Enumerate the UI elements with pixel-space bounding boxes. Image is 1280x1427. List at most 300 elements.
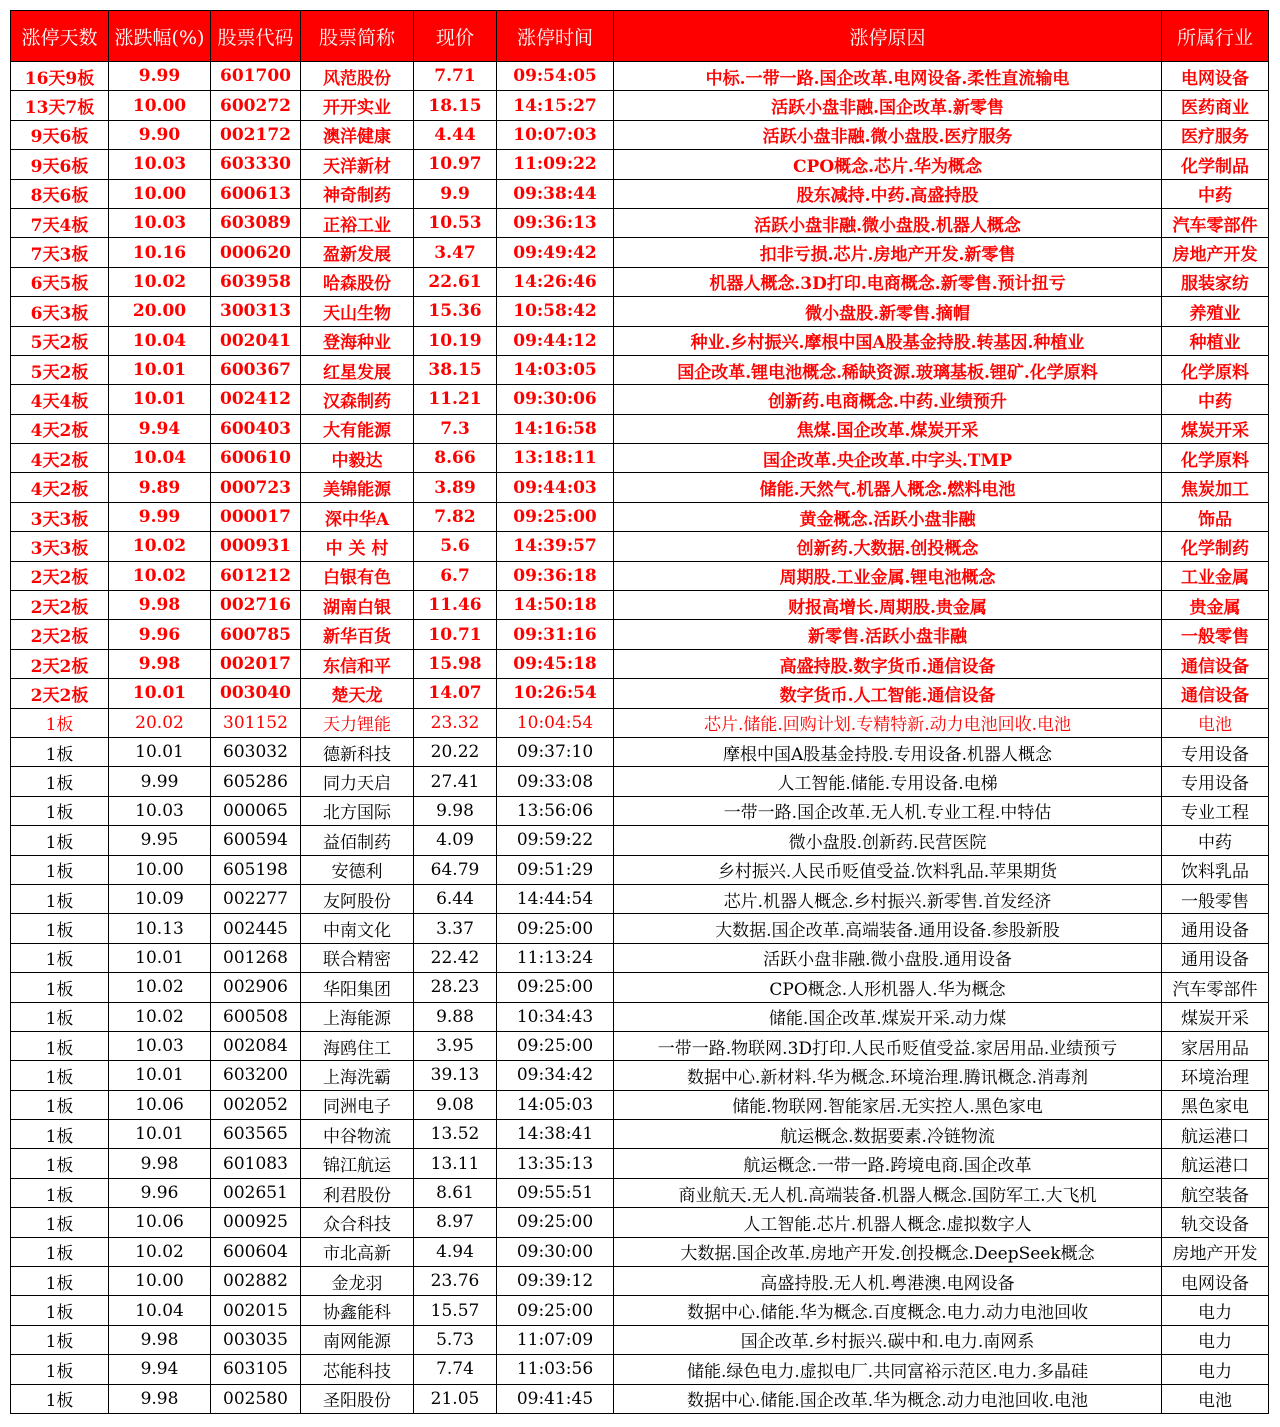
limit-days-cell: 1板	[11, 1061, 109, 1090]
change-pct-cell: 10.02	[109, 1237, 211, 1266]
price-cell: 11.46	[414, 591, 497, 620]
limit-reason-cell: 数据中心.储能.华为概念.百度概念.电力.动力电池回收	[614, 1296, 1162, 1325]
table-row	[11, 620, 1269, 649]
industry-cell: 化学制药	[1162, 532, 1269, 561]
industry-cell: 专用设备	[1162, 767, 1269, 796]
change-pct-cell: 10.01	[109, 737, 211, 766]
table-row	[11, 1031, 1269, 1060]
table-row	[11, 62, 1269, 91]
table-row	[11, 444, 1269, 473]
table-row	[11, 1296, 1269, 1325]
table-row	[11, 414, 1269, 443]
limit-time-cell: 13:56:06	[497, 796, 614, 825]
change-pct-cell: 9.99	[109, 502, 211, 531]
table-row	[11, 502, 1269, 531]
limit-time-cell: 09:34:42	[497, 1061, 614, 1090]
limit-reason-cell: 大数据.国企改革.房地产开发.创投概念.DeepSeek概念	[614, 1237, 1162, 1266]
stock-name-cell: 众合科技	[301, 1208, 414, 1237]
limit-reason-cell: 创新药.大数据.创投概念	[614, 532, 1162, 561]
limit-days-cell: 1板	[11, 943, 109, 972]
change-pct-cell: 9.96	[109, 620, 211, 649]
limit-reason-cell: 焦煤.国企改革.煤炭开采	[614, 414, 1162, 443]
header-change-pct: 涨跌幅(%)	[109, 11, 211, 62]
price-cell: 27.41	[414, 767, 497, 796]
limit-reason-cell: 数据中心.新材料.华为概念.环境治理.腾讯概念.消毒剂	[614, 1061, 1162, 1090]
stock-code-cell: 000017	[211, 502, 301, 531]
industry-cell: 航空装备	[1162, 1178, 1269, 1207]
industry-cell: 汽车零部件	[1162, 973, 1269, 1002]
price-cell: 7.3	[414, 414, 497, 443]
limit-reason-cell: 储能.天然气.机器人概念.燃料电池	[614, 473, 1162, 502]
table-row	[11, 179, 1269, 208]
stock-name-cell: 正裕工业	[301, 208, 414, 237]
change-pct-cell: 10.00	[109, 1267, 211, 1296]
price-cell: 8.61	[414, 1178, 497, 1207]
stock-code-cell: 003040	[211, 679, 301, 708]
price-cell: 10.71	[414, 620, 497, 649]
limit-days-cell: 6天3板	[11, 297, 109, 326]
price-cell: 38.15	[414, 355, 497, 384]
limit-reason-cell: 黄金概念.活跃小盘非融	[614, 502, 1162, 531]
limit-days-cell: 1板	[11, 1384, 109, 1413]
table-row	[11, 385, 1269, 414]
table-row	[11, 649, 1269, 678]
industry-cell: 焦炭加工	[1162, 473, 1269, 502]
price-cell: 6.7	[414, 561, 497, 590]
price-cell: 22.61	[414, 267, 497, 296]
table-row	[11, 1120, 1269, 1149]
stock-code-cell: 600785	[211, 620, 301, 649]
limit-reason-cell: 种业.乡村振兴.摩根中国A股基金持股.转基因.种植业	[614, 326, 1162, 355]
industry-cell: 中药	[1162, 179, 1269, 208]
limit-days-cell: 1板	[11, 1090, 109, 1119]
price-cell: 7.74	[414, 1355, 497, 1384]
stock-code-cell: 600594	[211, 826, 301, 855]
limit-time-cell: 09:25:00	[497, 1208, 614, 1237]
header-limit-reason: 涨停原因	[614, 11, 1162, 62]
limit-time-cell: 13:18:11	[497, 444, 614, 473]
stock-name-cell: 汉森制药	[301, 385, 414, 414]
table-row	[11, 267, 1269, 296]
price-cell: 4.94	[414, 1237, 497, 1266]
industry-cell: 通用设备	[1162, 943, 1269, 972]
limit-days-cell: 1板	[11, 1149, 109, 1178]
stock-code-cell: 002277	[211, 884, 301, 913]
limit-time-cell: 09:25:00	[497, 973, 614, 1002]
industry-cell: 饮料乳品	[1162, 855, 1269, 884]
industry-cell: 电力	[1162, 1355, 1269, 1384]
stock-code-cell: 002084	[211, 1031, 301, 1060]
limit-days-cell: 1板	[11, 1296, 109, 1325]
change-pct-cell: 10.03	[109, 1031, 211, 1060]
industry-cell: 环境治理	[1162, 1061, 1269, 1090]
stock-name-cell: 红星发展	[301, 355, 414, 384]
limit-reason-cell: 乡村振兴.人民币贬值受益.饮料乳品.苹果期货	[614, 855, 1162, 884]
stock-name-cell: 盈新发展	[301, 238, 414, 267]
limit-days-cell: 2天2板	[11, 591, 109, 620]
limit-reason-cell: 一带一路.国企改革.无人机.专业工程.中特估	[614, 796, 1162, 825]
change-pct-cell: 9.98	[109, 591, 211, 620]
price-cell: 39.13	[414, 1061, 497, 1090]
stock-name-cell: 同力天启	[301, 767, 414, 796]
table-row	[11, 767, 1269, 796]
limit-time-cell: 10:04:54	[497, 708, 614, 737]
limit-time-cell: 14:03:05	[497, 355, 614, 384]
limit-days-cell: 8天6板	[11, 179, 109, 208]
table-row	[11, 1061, 1269, 1090]
stock-name-cell: 金龙羽	[301, 1267, 414, 1296]
price-cell: 7.71	[414, 62, 497, 91]
table-row	[11, 855, 1269, 884]
price-cell: 7.82	[414, 502, 497, 531]
limit-up-table-container	[10, 10, 1268, 1414]
change-pct-cell: 10.01	[109, 1061, 211, 1090]
limit-reason-cell: 人工智能.芯片.机器人概念.虚拟数字人	[614, 1208, 1162, 1237]
stock-code-cell: 000723	[211, 473, 301, 502]
limit-days-cell: 1板	[11, 737, 109, 766]
industry-cell: 轨交设备	[1162, 1208, 1269, 1237]
industry-cell: 医疗服务	[1162, 120, 1269, 149]
limit-days-cell: 3天3板	[11, 532, 109, 561]
limit-days-cell: 1板	[11, 884, 109, 913]
industry-cell: 中药	[1162, 826, 1269, 855]
industry-cell: 医药商业	[1162, 91, 1269, 120]
industry-cell: 养殖业	[1162, 297, 1269, 326]
industry-cell: 饰品	[1162, 502, 1269, 531]
change-pct-cell: 9.96	[109, 1178, 211, 1207]
limit-time-cell: 09:45:18	[497, 649, 614, 678]
change-pct-cell: 9.98	[109, 649, 211, 678]
limit-time-cell: 10:26:54	[497, 679, 614, 708]
header-limit-days: 涨停天数	[11, 11, 109, 62]
change-pct-cell: 10.00	[109, 179, 211, 208]
change-pct-cell: 10.09	[109, 884, 211, 913]
stock-code-cell: 601700	[211, 62, 301, 91]
limit-reason-cell: 国企改革.央企改革.中字头.TMP	[614, 444, 1162, 473]
limit-time-cell: 09:31:16	[497, 620, 614, 649]
industry-cell: 航运港口	[1162, 1149, 1269, 1178]
stock-code-cell: 003035	[211, 1325, 301, 1354]
change-pct-cell: 9.98	[109, 1325, 211, 1354]
change-pct-cell: 10.03	[109, 150, 211, 179]
stock-code-cell: 002651	[211, 1178, 301, 1207]
stock-name-cell: 中 关 村	[301, 532, 414, 561]
table-row	[11, 973, 1269, 1002]
change-pct-cell: 10.02	[109, 267, 211, 296]
limit-reason-cell: 财报高增长.周期股.贵金属	[614, 591, 1162, 620]
limit-reason-cell: CPO概念.芯片.华为概念	[614, 150, 1162, 179]
limit-reason-cell: 人工智能.储能.专用设备.电梯	[614, 767, 1162, 796]
limit-days-cell: 1板	[11, 796, 109, 825]
stock-name-cell: 北方国际	[301, 796, 414, 825]
stock-code-cell: 600367	[211, 355, 301, 384]
change-pct-cell: 9.98	[109, 1149, 211, 1178]
stock-name-cell: 天山生物	[301, 297, 414, 326]
price-cell: 6.44	[414, 884, 497, 913]
limit-reason-cell: 活跃小盘非融.微小盘股.机器人概念	[614, 208, 1162, 237]
limit-time-cell: 14:15:27	[497, 91, 614, 120]
limit-reason-cell: 中标.一带一路.国企改革.电网设备.柔性直流输电	[614, 62, 1162, 91]
change-pct-cell: 10.13	[109, 914, 211, 943]
table-row	[11, 1149, 1269, 1178]
limit-time-cell: 11:03:56	[497, 1355, 614, 1384]
stock-name-cell: 新华百货	[301, 620, 414, 649]
table-row	[11, 1384, 1269, 1413]
limit-time-cell: 14:26:46	[497, 267, 614, 296]
limit-time-cell: 11:13:24	[497, 943, 614, 972]
stock-code-cell: 002716	[211, 591, 301, 620]
stock-name-cell: 美锦能源	[301, 473, 414, 502]
limit-reason-cell: 微小盘股.创新药.民营医院	[614, 826, 1162, 855]
limit-reason-cell: 航运概念.数据要素.冷链物流	[614, 1120, 1162, 1149]
stock-code-cell: 002015	[211, 1296, 301, 1325]
limit-days-cell: 3天3板	[11, 502, 109, 531]
limit-time-cell: 09:25:00	[497, 914, 614, 943]
limit-days-cell: 9天6板	[11, 150, 109, 179]
table-row	[11, 238, 1269, 267]
table-row	[11, 914, 1269, 943]
stock-code-cell: 002906	[211, 973, 301, 1002]
table-row	[11, 473, 1269, 502]
change-pct-cell: 10.03	[109, 796, 211, 825]
header-stock-code: 股票代码	[211, 11, 301, 62]
stock-name-cell: 芯能科技	[301, 1355, 414, 1384]
limit-days-cell: 7天4板	[11, 208, 109, 237]
price-cell: 9.88	[414, 1002, 497, 1031]
limit-days-cell: 5天2板	[11, 355, 109, 384]
limit-reason-cell: 大数据.国企改革.高端装备.通用设备.参股新股	[614, 914, 1162, 943]
change-pct-cell: 9.90	[109, 120, 211, 149]
industry-cell: 专业工程	[1162, 796, 1269, 825]
stock-name-cell: 神奇制药	[301, 179, 414, 208]
limit-time-cell: 14:38:41	[497, 1120, 614, 1149]
stock-name-cell: 安德利	[301, 855, 414, 884]
limit-reason-cell: 活跃小盘非融.微小盘股.医疗服务	[614, 120, 1162, 149]
stock-code-cell: 002052	[211, 1090, 301, 1119]
table-row	[11, 561, 1269, 590]
table-row	[11, 150, 1269, 179]
limit-days-cell: 2天2板	[11, 561, 109, 590]
stock-code-cell: 603330	[211, 150, 301, 179]
change-pct-cell: 9.98	[109, 1384, 211, 1413]
limit-days-cell: 1板	[11, 1208, 109, 1237]
limit-time-cell: 10:58:42	[497, 297, 614, 326]
table-row	[11, 1267, 1269, 1296]
stock-name-cell: 白银有色	[301, 561, 414, 590]
table-row	[11, 91, 1269, 120]
table-header-row	[11, 11, 1269, 62]
stock-name-cell: 上海洗霸	[301, 1061, 414, 1090]
change-pct-cell: 20.00	[109, 297, 211, 326]
limit-reason-cell: 扣非亏损.芯片.房地产开发.新零售	[614, 238, 1162, 267]
stock-name-cell: 风范股份	[301, 62, 414, 91]
stock-code-cell: 600604	[211, 1237, 301, 1266]
table-row	[11, 120, 1269, 149]
limit-time-cell: 09:33:08	[497, 767, 614, 796]
stock-code-cell: 301152	[211, 708, 301, 737]
industry-cell: 煤炭开采	[1162, 1002, 1269, 1031]
industry-cell: 房地产开发	[1162, 1237, 1269, 1266]
stock-name-cell: 哈森股份	[301, 267, 414, 296]
stock-name-cell: 中南文化	[301, 914, 414, 943]
industry-cell: 中药	[1162, 385, 1269, 414]
limit-days-cell: 16天9板	[11, 62, 109, 91]
limit-reason-cell: 储能.物联网.智能家居.无实控人.黑色家电	[614, 1090, 1162, 1119]
stock-name-cell: 华阳集团	[301, 973, 414, 1002]
stock-code-cell: 002172	[211, 120, 301, 149]
limit-time-cell: 14:44:54	[497, 884, 614, 913]
table-row	[11, 1355, 1269, 1384]
stock-code-cell: 600610	[211, 444, 301, 473]
table-row	[11, 737, 1269, 766]
table-row	[11, 208, 1269, 237]
limit-time-cell: 10:34:43	[497, 1002, 614, 1031]
limit-reason-cell: 高盛持股.数字货币.通信设备	[614, 649, 1162, 678]
change-pct-cell: 10.02	[109, 1002, 211, 1031]
industry-cell: 汽车零部件	[1162, 208, 1269, 237]
limit-time-cell: 09:30:06	[497, 385, 614, 414]
change-pct-cell: 10.00	[109, 855, 211, 884]
table-row	[11, 826, 1269, 855]
limit-days-cell: 9天6板	[11, 120, 109, 149]
price-cell: 3.95	[414, 1031, 497, 1060]
stock-code-cell: 002882	[211, 1267, 301, 1296]
limit-days-cell: 1板	[11, 1002, 109, 1031]
price-cell: 8.97	[414, 1208, 497, 1237]
change-pct-cell: 10.04	[109, 326, 211, 355]
stock-name-cell: 登海种业	[301, 326, 414, 355]
change-pct-cell: 9.94	[109, 1355, 211, 1384]
stock-code-cell: 605286	[211, 767, 301, 796]
stock-name-cell: 天洋新材	[301, 150, 414, 179]
limit-days-cell: 1板	[11, 767, 109, 796]
stock-code-cell: 002580	[211, 1384, 301, 1413]
price-cell: 9.9	[414, 179, 497, 208]
table-row	[11, 1090, 1269, 1119]
price-cell: 3.89	[414, 473, 497, 502]
stock-code-cell: 001268	[211, 943, 301, 972]
stock-name-cell: 友阿股份	[301, 884, 414, 913]
price-cell: 13.11	[414, 1149, 497, 1178]
change-pct-cell: 10.00	[109, 91, 211, 120]
price-cell: 20.22	[414, 737, 497, 766]
table-row	[11, 679, 1269, 708]
stock-code-cell: 300313	[211, 297, 301, 326]
limit-time-cell: 11:07:09	[497, 1325, 614, 1354]
limit-reason-cell: 摩根中国A股基金持股.专用设备.机器人概念	[614, 737, 1162, 766]
stock-code-cell: 603105	[211, 1355, 301, 1384]
header-price: 现价	[414, 11, 497, 62]
price-cell: 4.09	[414, 826, 497, 855]
industry-cell: 通信设备	[1162, 679, 1269, 708]
stock-name-cell: 圣阳股份	[301, 1384, 414, 1413]
limit-time-cell: 14:50:18	[497, 591, 614, 620]
price-cell: 21.05	[414, 1384, 497, 1413]
price-cell: 10.53	[414, 208, 497, 237]
stock-code-cell: 000925	[211, 1208, 301, 1237]
stock-name-cell: 中谷物流	[301, 1120, 414, 1149]
industry-cell: 化学原料	[1162, 355, 1269, 384]
limit-days-cell: 13天7板	[11, 91, 109, 120]
stock-name-cell: 大有能源	[301, 414, 414, 443]
limit-reason-cell: 国企改革.乡村振兴.碳中和.电力.南网系	[614, 1325, 1162, 1354]
limit-reason-cell: 机器人概念.3D打印.电商概念.新零售.预计扭亏	[614, 267, 1162, 296]
stock-code-cell: 000620	[211, 238, 301, 267]
limit-days-cell: 4天4板	[11, 385, 109, 414]
limit-reason-cell: 一带一路.物联网.3D打印.人民币贬值受益.家居用品.业绩预亏	[614, 1031, 1162, 1060]
limit-up-table	[10, 10, 1269, 1414]
limit-time-cell: 09:54:05	[497, 62, 614, 91]
limit-days-cell: 1板	[11, 973, 109, 1002]
industry-cell: 航运港口	[1162, 1120, 1269, 1149]
change-pct-cell: 10.03	[109, 208, 211, 237]
change-pct-cell: 10.01	[109, 385, 211, 414]
change-pct-cell: 10.02	[109, 532, 211, 561]
stock-code-cell: 601212	[211, 561, 301, 590]
stock-code-cell: 601083	[211, 1149, 301, 1178]
limit-days-cell: 1板	[11, 1267, 109, 1296]
industry-cell: 电池	[1162, 708, 1269, 737]
price-cell: 64.79	[414, 855, 497, 884]
limit-reason-cell: 芯片.机器人概念.乡村振兴.新零售.首发经济	[614, 884, 1162, 913]
industry-cell: 电力	[1162, 1296, 1269, 1325]
limit-days-cell: 1板	[11, 914, 109, 943]
stock-code-cell: 603032	[211, 737, 301, 766]
table-row	[11, 1178, 1269, 1207]
price-cell: 22.42	[414, 943, 497, 972]
table-row	[11, 943, 1269, 972]
industry-cell: 电池	[1162, 1384, 1269, 1413]
limit-time-cell: 09:30:00	[497, 1237, 614, 1266]
limit-days-cell: 7天3板	[11, 238, 109, 267]
stock-code-cell: 000065	[211, 796, 301, 825]
change-pct-cell: 10.01	[109, 943, 211, 972]
limit-days-cell: 1板	[11, 1237, 109, 1266]
change-pct-cell: 9.99	[109, 62, 211, 91]
limit-reason-cell: 创新药.电商概念.中药.业绩预升	[614, 385, 1162, 414]
limit-reason-cell: 数字货币.人工智能.通信设备	[614, 679, 1162, 708]
industry-cell: 服装家纺	[1162, 267, 1269, 296]
limit-time-cell: 09:51:29	[497, 855, 614, 884]
stock-code-cell: 600613	[211, 179, 301, 208]
header-limit-time: 涨停时间	[497, 11, 614, 62]
change-pct-cell: 9.95	[109, 826, 211, 855]
industry-cell: 种植业	[1162, 326, 1269, 355]
limit-reason-cell: 芯片.储能.回购计划.专精特新.动力电池回收.电池	[614, 708, 1162, 737]
industry-cell: 煤炭开采	[1162, 414, 1269, 443]
stock-name-cell: 深中华A	[301, 502, 414, 531]
change-pct-cell: 10.01	[109, 1120, 211, 1149]
industry-cell: 房地产开发	[1162, 238, 1269, 267]
limit-time-cell: 14:16:58	[497, 414, 614, 443]
price-cell: 11.21	[414, 385, 497, 414]
table-row	[11, 1325, 1269, 1354]
limit-days-cell: 6天5板	[11, 267, 109, 296]
limit-days-cell: 1板	[11, 855, 109, 884]
industry-cell: 电力	[1162, 1325, 1269, 1354]
stock-name-cell: 益佰制药	[301, 826, 414, 855]
stock-name-cell: 同洲电子	[301, 1090, 414, 1119]
stock-code-cell: 002017	[211, 649, 301, 678]
stock-code-cell: 603565	[211, 1120, 301, 1149]
limit-time-cell: 14:39:57	[497, 532, 614, 561]
limit-time-cell: 09:41:45	[497, 1384, 614, 1413]
stock-name-cell: 海鸥住工	[301, 1031, 414, 1060]
industry-cell: 化学原料	[1162, 444, 1269, 473]
industry-cell: 电网设备	[1162, 62, 1269, 91]
industry-cell: 电网设备	[1162, 1267, 1269, 1296]
stock-code-cell: 605198	[211, 855, 301, 884]
